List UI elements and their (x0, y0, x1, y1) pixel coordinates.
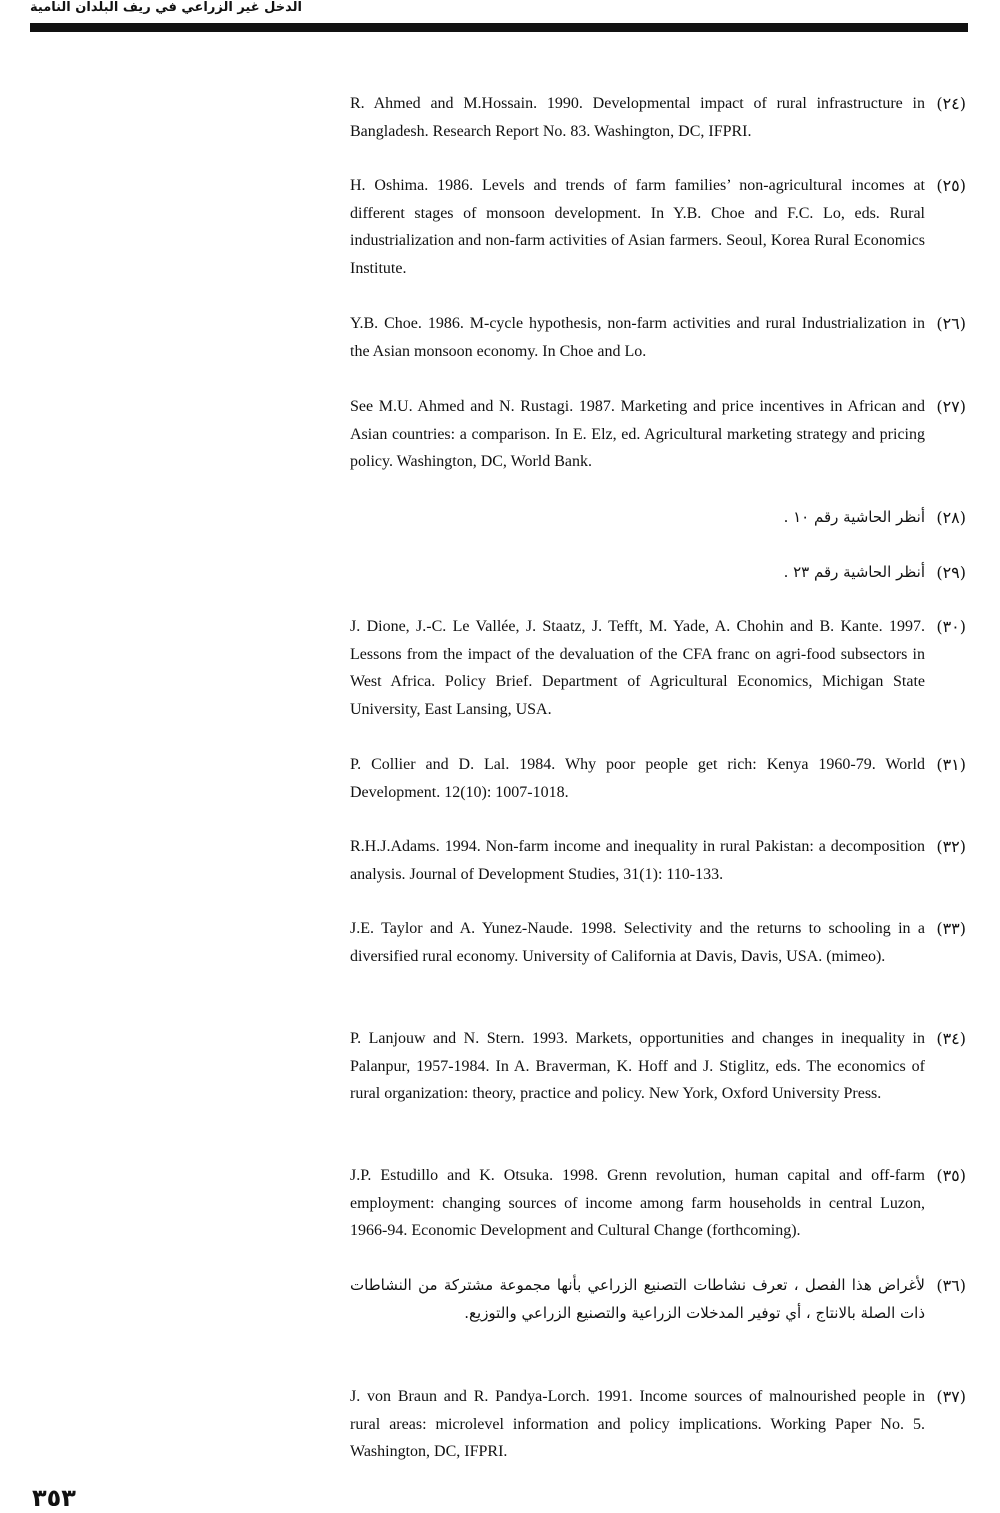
footnote-26 (350, 310, 966, 365)
footnote-text: J. Dione, J.-C. Le Vallée, J. Staatz, J. Tefft, M. Yade, A. Chohin and B. Kante. 1997. Lessons from the impact of the devaluation of the CFA franc on agri-food subsectors in West Africa. Policy Brief. Department of Agricultural Economics, Michigan State University, East Lansing, USA. (350, 618, 925, 718)
footnote-35 (350, 1162, 966, 1245)
footnote-number: (٢٨) (936, 508, 966, 527)
footnote-text: R. Ahmed and M.Hossain. 1990. Developmental impact of rural infrastructure in Bangladesh. Research Report No. 83. Washington, DC, IFPRI. (350, 95, 925, 140)
footnote-31 (350, 751, 966, 806)
footnote-number: (٣١) (936, 755, 966, 774)
footnote-number: (٣٥) (936, 1166, 966, 1185)
footnote-32 (350, 833, 966, 888)
footnote-25 (350, 172, 966, 282)
footnote-text: P. Lanjouw and N. Stern. 1993. Markets, opportunities and changes in inequality in Palanpur, 1957-1984. In A. Braverman, K. Hoff and J. Stiglitz, eds. The economics of rural organization: theory, practice and policy. New York, Oxford University Press. (350, 1030, 925, 1102)
footnote-text: R.H.J.Adams. 1994. Non-farm income and inequality in rural Pakistan: a decomposition analysis. Journal of Development Studies, 31(1): 110-133. (350, 838, 925, 883)
footnote-34 (350, 1025, 966, 1108)
footnote-number: (٣٦) (936, 1276, 966, 1295)
footnote-number: (٣٢) (936, 837, 966, 856)
footnote-number: (٣٤) (936, 1029, 966, 1048)
page-number: ٣٥٣ (32, 1484, 76, 1512)
footnote-number: (٢٩) (936, 563, 966, 582)
footnote-text: J. von Braun and R. Pandya-Lorch. 1991. Income sources of malnourished people in rural areas: microlevel information and policy implications. Working Paper No. 5. Washington, DC, IFPRI. (350, 1388, 925, 1460)
footnote-text: أنظر الحاشية رقم ١٠ . (783, 508, 925, 526)
footnote-text: لأغراض هذا الفصل ، تعرف نشاطات التصنيع الزراعي بأنها مجموعة مشتركة من النشاطات ذات الصلة بالانتاج ، أي توفير المدخلات الزراعية والتصنيع الزراعي والتوزيع. (350, 1276, 925, 1322)
header-rule (30, 23, 968, 32)
footnote-30 (350, 613, 966, 723)
footnote-number: (٢٦) (936, 314, 966, 333)
footnote-text: أنظر الحاشية رقم ٢٣ . (783, 563, 925, 581)
footnote-28 (350, 504, 966, 532)
footnote-text: J.P. Estudillo and K. Otsuka. 1998. Grenn revolution, human capital and off-farm employment: changing sources of income among farm households in central Luzon, 1966-94. Economic Development and Cultural Change (forthcoming). (350, 1167, 925, 1239)
footnote-number: (٣٧) (936, 1387, 966, 1406)
footnote-33 (350, 915, 966, 970)
footnote-text: J.E. Taylor and A. Yunez-Naude. 1998. Selectivity and the returns to schooling in a diversified rural economy. University of California at Davis, Davis, USA. (mimeo). (350, 920, 925, 965)
footnote-text: Y.B. Choe. 1986. M-cycle hypothesis, non-farm activities and rural Industrialization in the Asian monsoon economy. In Choe and Lo. (350, 315, 925, 360)
footnote-number: (٢٥) (936, 176, 966, 195)
footnote-number: (٢٤) (936, 94, 966, 113)
footnote-number: (٣٠) (936, 617, 966, 636)
footnote-number: (٢٧) (936, 397, 966, 416)
footnote-text: See M.U. Ahmed and N. Rustagi. 1987. Marketing and price incentives in African and Asian countries: a comparison. In E. Elz, ed. Agricultural marketing strategy and pricing policy. Washington, DC, World Bank. (350, 398, 925, 470)
running-header-title: الدخل غير الزراعي في ريف البلدان النامية (30, 0, 302, 15)
footnote-36 (350, 1272, 966, 1327)
footnote-text: P. Collier and D. Lal. 1984. Why poor people get rich: Kenya 1960-79. World Development. 12(10): 1007-1018. (350, 756, 925, 801)
footnote-24 (350, 90, 966, 145)
footnote-37 (350, 1383, 966, 1466)
footnote-29 (350, 559, 966, 587)
footnote-27 (350, 393, 966, 476)
footnote-number: (٣٣) (936, 919, 966, 938)
footnote-text: H. Oshima. 1986. Levels and trends of farm families’ non-agricultural incomes at different stages of monsoon development. In Y.B. Choe and F.C. Lo, eds. Rural industrialization and non-farm activities of Asian farmers. Seoul, Korea Rural Economics Institute. (350, 177, 925, 277)
